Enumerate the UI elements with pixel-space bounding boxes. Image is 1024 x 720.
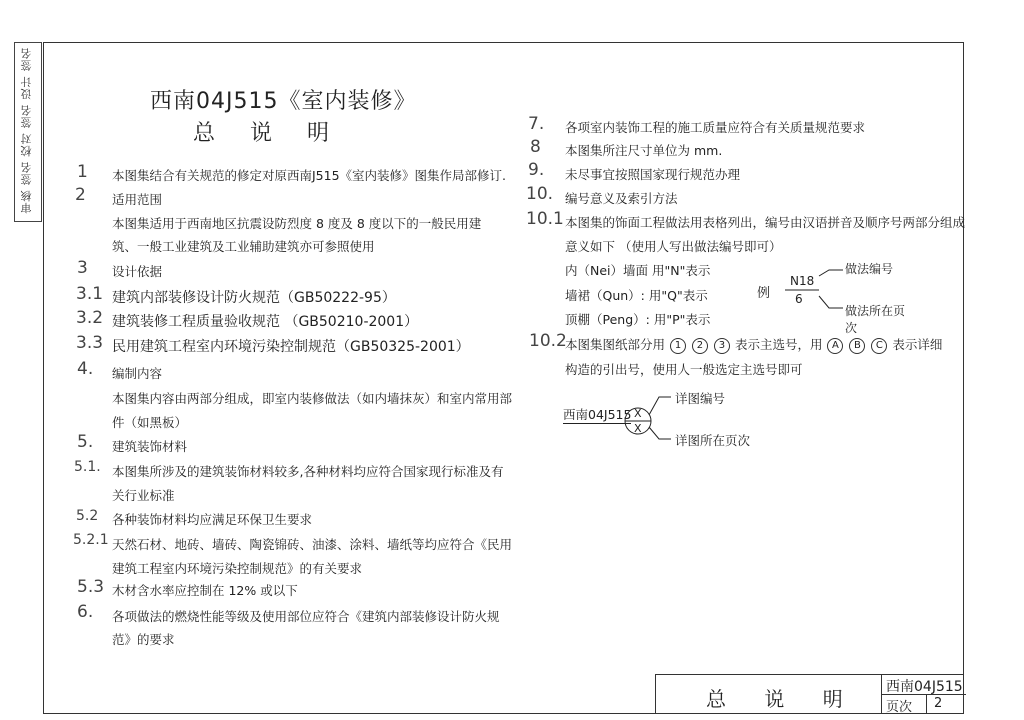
item-text: 本图集所注尺寸单位为 mm. [565, 143, 723, 158]
item-number: 3.2 [76, 308, 104, 328]
reference-label-bottom: 详图所在页次 [675, 433, 751, 448]
example-label-top: 做法编号 [845, 262, 894, 276]
item-number: 8 [530, 137, 541, 157]
item-text: 本图集内容由两部分组成，即室内装修做法（如内墙抹灰）和室内常用部 [112, 391, 513, 406]
title-block-code: 西南04J515 [886, 679, 963, 695]
page-subtitle: 总 说 明 [193, 121, 343, 146]
circle-letter: B [849, 338, 865, 354]
item-text: 本图集结合有关规范的修定对原西南J515《室内装修》图集作局部修订. [112, 168, 507, 183]
text-part: 表示详细 [892, 337, 943, 352]
item-number: 10.2 [529, 331, 567, 351]
item-text: 设计依据 [112, 264, 163, 279]
item-number: 9. [528, 160, 545, 180]
item-number: 7. [528, 114, 545, 134]
item-number: 6. [77, 602, 94, 622]
item-number: 5.3 [77, 577, 105, 597]
reference-label-top: 详图编号 [675, 391, 726, 406]
reference-x-bottom: X [634, 422, 642, 435]
item-number: 3.1 [76, 284, 104, 304]
item-number: 1 [77, 162, 88, 182]
example-denominator: 6 [795, 292, 803, 306]
code-peng: 顶棚（Peng）: 用"P"表示 [565, 312, 711, 327]
item-number: 3.3 [76, 333, 104, 353]
item-text: 建筑装饰材料 [112, 439, 188, 454]
item-number: 5.2.1 [73, 532, 109, 548]
item-text [565, 335, 942, 354]
item-number: 10. [526, 184, 554, 204]
detail-reference-symbol [563, 385, 763, 455]
item-text: 各项室内装饰工程的施工质量应符合有关质量规范要求 [565, 120, 866, 135]
example-numerator: N18 [790, 274, 815, 288]
text-part: 表示主选号，用 [734, 337, 823, 352]
item-number: 5.1. [74, 459, 101, 475]
side-signature-text: 审核 签名 校对 签名 设计 签名 [20, 47, 33, 214]
item-text: 构造的引出号，使用人一般选定主选号即可 [565, 362, 803, 377]
page-title: 西南04J515《室内装修》 [150, 89, 417, 114]
item-number: 2 [75, 185, 86, 205]
reference-code: 西南04J515 [563, 407, 632, 422]
page-number: 2 [934, 696, 943, 711]
title-block-info [881, 675, 966, 713]
item-text: 编制内容 [112, 366, 163, 381]
side-signature-strip [14, 42, 42, 222]
item-text: 筑、一般工业建筑及工业辅助建筑亦可参照使用 [112, 239, 375, 254]
item-text: 件（如黑板） [112, 415, 188, 430]
item-text: 关行业标准 [112, 488, 175, 503]
item-text: 编号意义及索引方法 [565, 191, 678, 206]
item-text: 本图集的饰面工程做法用表格列出，编号由汉语拼音及顺序号两部分组成 [565, 215, 966, 230]
circle-letter: A [827, 338, 843, 354]
circle-letter: C [871, 338, 887, 354]
item-text: 各项做法的燃烧性能等级及使用部位应符合《建筑内部装修设计防火规 [112, 609, 500, 624]
code-qun: 墙裙（Qun）: 用"Q"表示 [565, 288, 708, 303]
item-text: 建筑装修工程质量验收规范 （GB50210-2001） [112, 314, 419, 330]
circle-number: 2 [692, 338, 708, 354]
code-nei: 内（Nei）墙面 用"N"表示 [565, 263, 711, 278]
text-part: 本图集图纸部分用 [565, 337, 666, 352]
numbering-example [757, 262, 907, 335]
item-text: 意义如下 （使用人写出做法编号即可） [565, 239, 782, 254]
item-text: 木材含水率应控制在 12% 或以下 [112, 583, 298, 598]
item-number: 3 [77, 258, 88, 278]
item-text: 天然石材、地砖、墙砖、陶瓷锦砖、油漆、涂料、墙纸等均应符合《民用 [112, 537, 513, 552]
item-number: 4. [77, 359, 94, 379]
title-block-page [882, 694, 966, 714]
item-text: 民用建筑工程室内环境污染控制规范（GB50325-2001） [112, 339, 470, 355]
item-text: 建筑内部装修设计防火规范（GB50222-95） [112, 290, 396, 306]
page-divider [926, 695, 927, 714]
item-number: 5.2 [76, 508, 99, 524]
item-text: 建筑工程室内环境污染控制规范》的有关要求 [112, 561, 363, 576]
item-text: 本图集所涉及的建筑装饰材料较多,各种材料均应符合国家现行标准及有 [112, 464, 504, 479]
circle-number: 1 [670, 338, 686, 354]
item-text: 本图集适用于西南地区抗震设防烈度 8 度及 8 度以下的一般民用建 [112, 216, 482, 231]
reference-x-top: X [634, 407, 642, 420]
item-number: 10.1 [526, 209, 564, 229]
item-text: 适用范围 [112, 192, 163, 207]
item-text: 未尽事宜按照国家现行规范办理 [565, 167, 741, 182]
example-label-bottom: 做法所在页次 [845, 304, 906, 335]
item-number: 5. [77, 432, 94, 452]
item-text: 范》的要求 [112, 632, 175, 647]
title-block [655, 674, 964, 714]
circle-number: 3 [714, 338, 730, 354]
example-label: 例 [757, 286, 771, 301]
item-text: 各种装饰材料均应满足环保卫生要求 [112, 512, 313, 527]
title-block-title: 总 说 明 [706, 687, 859, 711]
page-label: 页次 [886, 700, 913, 715]
